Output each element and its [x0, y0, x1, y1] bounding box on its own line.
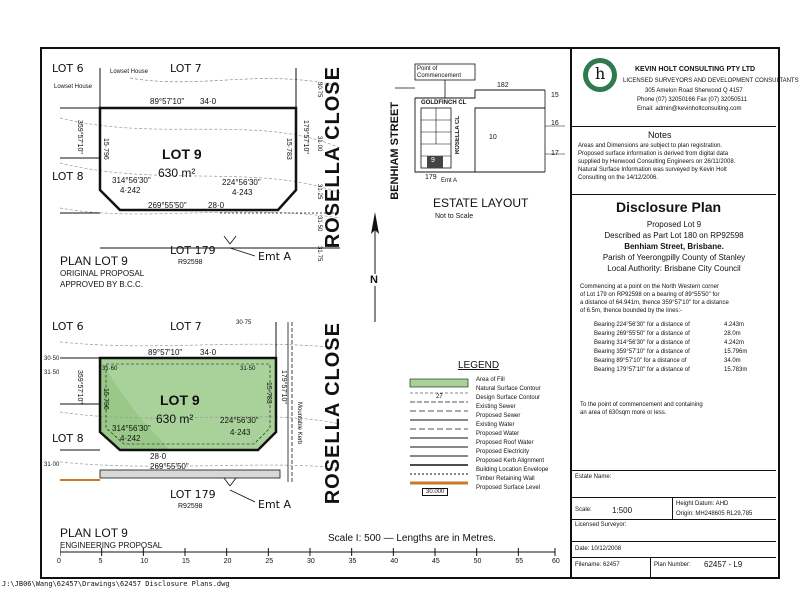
legend-items: [476, 376, 576, 493]
bearing-row: Bearing 179°57'10" for a distance of 15.783m: [594, 367, 748, 373]
scale-tick-label: 20: [223, 558, 232, 565]
scale-ticks: [57, 546, 560, 570]
scale-tick-label: 15: [182, 558, 190, 565]
scale-caption: Scale I: 500 — Lengths are in Metres.: [328, 533, 496, 544]
level-label: 31·00: [44, 462, 60, 468]
company-name: KEVIN HOLT CONSULTING PTY LTD: [635, 66, 756, 73]
bearing-row: Bearing 269°55'50" for a distance of 28.0m: [594, 331, 741, 337]
paragraph-line: of 6.5m, thence bounded by the lines:-: [580, 308, 683, 314]
bearing-row: Bearing 314°56'30" for a distance of 4.242m: [594, 340, 745, 346]
lot9-title: LOT 9: [160, 392, 200, 408]
contour-label: 31·50: [316, 216, 322, 232]
right-distance: 15·783: [265, 382, 272, 404]
title-block-table: [572, 471, 776, 577]
disclosure-closing: [580, 401, 772, 417]
scale-tick-label: 50: [473, 558, 482, 565]
lot6-label: LOT 6: [52, 320, 84, 333]
plan-reference: R92598: [178, 259, 203, 266]
closing-line: To the point of commencement and containing: [580, 402, 703, 408]
company-phone: Phone (07) 32050166 Fax (07) 32050511: [637, 97, 747, 103]
corner-bl-distance: 4·242: [120, 434, 141, 443]
bearing-row: Bearing 89°57'10" for a distance of 34.0m: [594, 358, 741, 364]
goldfinch-street: GOLDFINCH CL: [421, 100, 467, 106]
file-path: J:\JB06\Wang\62457\Drawings\62457 Disclosure Plans.dwg: [2, 580, 230, 588]
scale-tick-label: 25: [265, 558, 274, 565]
plan-title: PLAN LOT 9: [60, 526, 128, 540]
lot9-area: 630 m²: [158, 166, 196, 180]
estate-layout-title: ESTATE LAYOUT: [433, 196, 529, 210]
legend-item: Proposed Electricity: [476, 449, 530, 455]
scale-tick-label: 0: [57, 558, 61, 565]
top-bearing: 89°57'10": [150, 97, 185, 106]
scale-tick-label: 10: [140, 558, 149, 565]
licensed-surveyor: Licensed Surveyor:: [575, 522, 627, 528]
mountable-kerb-label: Mountable Kerb: [296, 402, 302, 445]
street-name: ROSELLA CLOSE: [322, 322, 344, 505]
paragraph-line: a distance of 64.941m, thence 359°57'10" for a distance: [580, 300, 729, 306]
legend-title: LEGEND: [458, 360, 500, 371]
estate-lot-number: 9: [431, 157, 435, 164]
left-distance: 15·796: [102, 138, 109, 160]
corner-br-distance: 4·243: [230, 428, 251, 437]
notes-title: Notes: [648, 130, 672, 140]
level-label: 30·50: [44, 356, 60, 362]
top-distance: 34·0: [200, 97, 217, 106]
lot9-title: LOT 9: [162, 146, 202, 162]
divider: [572, 194, 776, 195]
disclosure-paragraph: [580, 283, 772, 315]
estate-name-label: Estate Name:: [575, 474, 612, 480]
contour-label: 31·25: [316, 184, 322, 200]
north-arrow: [362, 212, 388, 322]
company-block: [575, 52, 799, 122]
estate-number: 10: [489, 134, 497, 141]
lot9-area: 630 m²: [156, 412, 194, 426]
corner-br-bearing: 224°56'30": [222, 178, 261, 187]
street-name: ROSELLA CLOSE: [322, 66, 344, 249]
scale-value: 1:500: [612, 506, 633, 515]
level-label: 31·50: [44, 370, 60, 376]
plan-subtitle: ENGINEERING PROPOSAL: [60, 541, 163, 550]
plan-date: Date: 10/12/2008: [575, 546, 622, 552]
bearing-list: [594, 321, 769, 375]
bottom-plan: [40, 312, 370, 552]
notes-block: [576, 130, 772, 192]
right-bearing: 179°57'10": [280, 370, 287, 404]
notes-lines: [578, 142, 774, 182]
disclosure-header: [576, 219, 772, 274]
disclosure-line: Parish of Yeerongpilly County of Stanley: [602, 253, 746, 262]
disclosure-line: Benhiam Street, Brisbane.: [624, 242, 724, 251]
lowset-house-label: Lowset House: [54, 84, 93, 90]
estate-layout-note: Not to Scale: [435, 213, 474, 220]
paragraph-line: of Lot 179 on RP92598 on a bearing of 89°55'50" for: [580, 292, 720, 298]
level-label: 31·50: [240, 366, 256, 372]
contour-label: 31·00: [316, 136, 322, 152]
legend: [408, 360, 568, 500]
bottom-distance: 28·0: [208, 201, 225, 210]
legend-item: Proposed Kerb Alignment: [476, 458, 545, 464]
legend-item: Proposed Sewer: [476, 413, 521, 419]
lowset-house-label: Lowset House: [110, 69, 149, 75]
level-label: 31·60: [102, 366, 118, 372]
note-line: supplied by Henwood Consulting Engineers on 26/11/2008.: [578, 159, 736, 165]
scale-tick-label: 45: [432, 558, 440, 565]
estate-number: 179: [425, 174, 437, 181]
company-address: 305 Amelon Road Sherwood Q 4157: [645, 88, 743, 94]
estate-number: 182: [497, 82, 509, 89]
note-line: Proposed surface information is derived from digital data: [578, 151, 729, 157]
scale-tick-label: 35: [348, 558, 357, 565]
legend-contour-number: 27: [436, 394, 443, 400]
lot6-label: LOT 6: [52, 62, 84, 75]
note-line: Areas and Dimensions are subject to plan registration.: [578, 143, 723, 149]
corner-br-bearing: 224°56'30": [220, 416, 259, 425]
closing-line: an area of 630sqm more or less.: [580, 410, 667, 416]
height-datum: Height Datum: AHD: [676, 501, 729, 507]
lot8-label: LOT 8: [52, 432, 84, 445]
bottom-distance: 28·0: [150, 452, 167, 461]
legend-item: Proposed Roof Water: [476, 440, 534, 446]
scale-tick-label: 60: [552, 558, 560, 565]
disclosure-title: Disclosure Plan: [616, 199, 722, 215]
lot8-label: LOT 8: [52, 170, 84, 183]
right-distance: 15·783: [285, 138, 292, 160]
legend-item: Timber Retaining Wall: [476, 476, 535, 482]
plan-subtitle: APPROVED BY B.C.C.: [60, 280, 143, 289]
left-bearing: 359°57'10": [76, 370, 83, 404]
bottom-bearing: 269°55'50": [150, 462, 189, 471]
corner-bl-bearing: 314°56'30": [112, 176, 151, 185]
disclosure-line: Described as Part Lot 180 on RP92598: [604, 231, 744, 240]
easement-label: Emt A: [258, 498, 291, 511]
estate-easement: Emt A: [441, 178, 458, 184]
corner-bl-bearing: 314°56'30": [112, 424, 151, 433]
legend-item: Existing Water: [476, 422, 515, 428]
note-line: Consulting on the 14/12/2006.: [578, 175, 659, 181]
legend-sample-level: 30.000: [422, 488, 448, 496]
company-logo-letter: h: [595, 64, 606, 83]
company-email: Email: admin@kevinholtconsulting.com: [637, 106, 742, 112]
note-line: Natural Surface Information was surveyed by Kevin Holt: [578, 167, 727, 173]
point-of-commencement: Point of Commencement: [417, 66, 462, 79]
legend-item: Natural Surface Contour: [476, 386, 541, 392]
divider: [572, 126, 776, 127]
rosella-street: ROSELLA CL: [455, 116, 461, 155]
north-arrow-icon: [362, 212, 388, 322]
estate-number: 16: [551, 120, 559, 127]
plan-title: PLAN LOT 9: [60, 254, 128, 268]
lot7-label: LOT 7: [170, 320, 202, 333]
contour-label: 30·75: [316, 82, 322, 98]
legend-item: Area of Fill: [476, 377, 505, 383]
benhiam-street: BENHIAM STREET: [389, 102, 401, 200]
plan-number: 62457 - L9: [704, 560, 743, 569]
paragraph-line: Commencing at a point on the North Western corner: [580, 284, 719, 290]
contour-label: 31·75: [316, 246, 322, 262]
bottom-bearing: 269°55'50": [148, 201, 187, 210]
disclosure-line: Proposed Lot 9: [646, 220, 702, 229]
bearing-row: Bearing 224°56'30" for a distance of 4.243m: [594, 322, 745, 328]
north-label: N: [370, 274, 378, 286]
left-distance: 15·796: [102, 388, 109, 410]
estate-number: 17: [551, 150, 559, 157]
disclosure-block: [576, 197, 772, 467]
bearing-row: Bearing 359°57'10" for a distance of 15.796m: [594, 349, 748, 355]
scale-tick-label: 5: [98, 558, 103, 565]
right-bearing: 179°57'10": [302, 120, 309, 154]
plan-reference: R92598: [178, 503, 203, 510]
scale-tick-label: 55: [515, 558, 524, 565]
lot7-label: LOT 7: [170, 62, 202, 75]
legend-item: Existing Sewer: [476, 404, 516, 410]
level-label: 30·75: [236, 320, 252, 326]
left-bearing: 359°57'10": [76, 120, 83, 154]
disclosure-line: Local Authority: Brisbane City Council: [607, 264, 741, 273]
estate-number: 15: [551, 92, 559, 99]
company-tagline: LICENSED SURVEYORS AND DEVELOPMENT CONSULTANTS: [623, 78, 799, 84]
easement-label: Emt A: [258, 250, 291, 263]
filename: Filename: 62457: [575, 562, 620, 568]
corner-bl-distance: 4·242: [120, 186, 141, 195]
top-distance: 34·0: [200, 348, 217, 357]
scale-label: Scale:: [575, 507, 592, 513]
plan-number-label: Plan Number:: [654, 562, 691, 568]
legend-item: Proposed Surface Level: [476, 485, 541, 491]
scale-tick-label: 40: [390, 558, 399, 565]
legend-item: Design Surface Contour: [476, 395, 541, 401]
lot179-label: LOT 179: [170, 488, 216, 501]
scale-bar: [57, 533, 565, 573]
legend-item: Proposed Water: [476, 431, 520, 437]
origin: Origin: MH248605 RL29,785: [676, 511, 753, 517]
corner-br-distance: 4·243: [232, 188, 253, 197]
scale-tick-label: 30: [307, 558, 315, 565]
plan-subtitle: ORIGINAL PROPOSAL: [60, 269, 145, 278]
top-plan: [40, 48, 370, 308]
lot179-label: LOT 179: [170, 244, 216, 257]
estate-layout: [389, 58, 565, 228]
top-bearing: 89°57'10": [148, 348, 183, 357]
company-logo: [583, 58, 617, 92]
legend-item: Building Location Envelope: [476, 467, 549, 473]
